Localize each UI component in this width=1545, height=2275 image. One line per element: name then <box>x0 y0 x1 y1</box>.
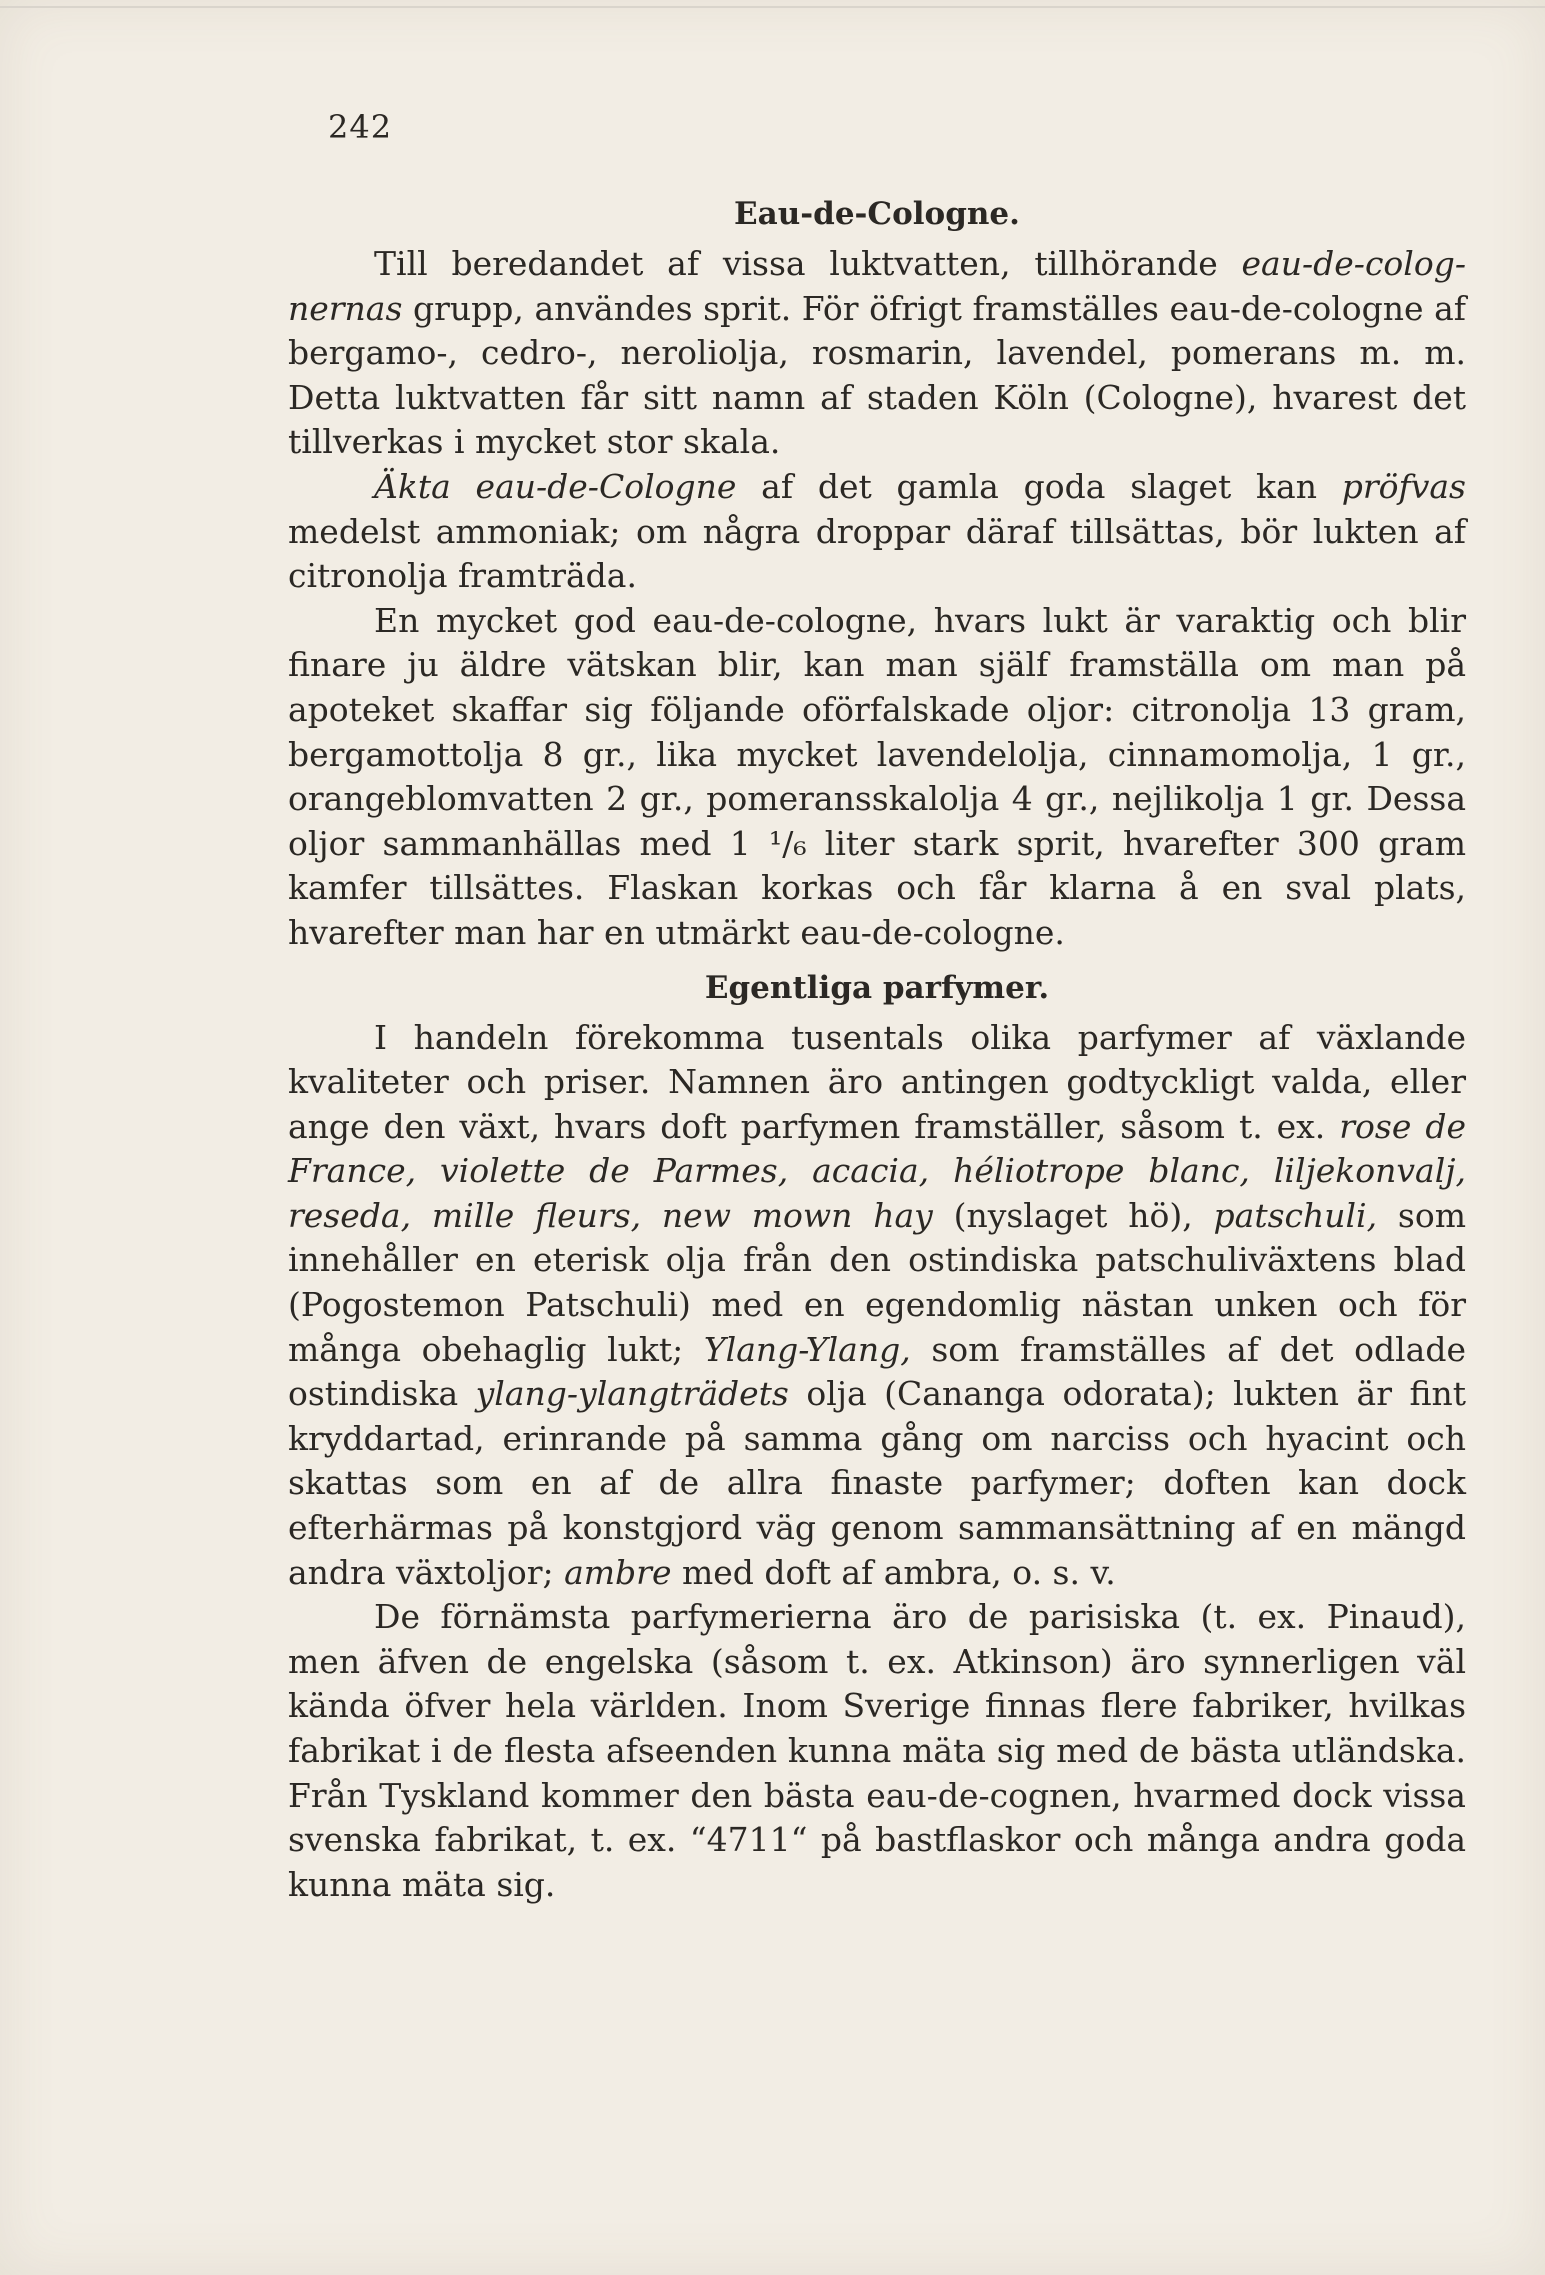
italic-text: pröfvas <box>1341 466 1466 506</box>
text-run: som innehåller en eterisk olja från den ostindiska patschuliväxtens blad (Pogostemon Patschuli) med en egendomlig nästan unken och för många obehaglig lukt; <box>288 1195 1466 1369</box>
paragraph <box>288 599 1466 956</box>
paragraph <box>288 1016 1466 1596</box>
text-run: De förnämsta parfymerierna äro de parisiska (t. ex. Pinaud), men äfven de engelska (såsom t. ex. Atkinson) äro synnerligen väl kända öfver hela världen. Inom Sverige finnas flere fabriker, hvilkas fabrikat i de flesta afseenden kunna mäta sig med de bästa utländska. Från Tyskland kommer den bästa eau-de-cognen, hvarmed dock vissa svenska fabrikat, t. ex. “4711“ på bastflaskor och många andra goda kunna mäta sig. <box>288 1597 1466 1904</box>
text-run: Till beredandet af vissa luktvatten, tillhörande <box>374 244 1242 283</box>
text-run: af det gamla goda slaget kan <box>736 466 1342 506</box>
section-heading: Egentliga parfymer. <box>704 969 1050 1006</box>
page-number: 242 <box>328 108 393 146</box>
italic-text: eau-de-colognernas <box>288 244 1466 328</box>
text-run: En mycket god eau-de-cologne, hvars lukt är varaktig och blir finare ju äldre vätskan blir, kan man själf framställa om man på apoteket skaffar sig följande oförfalskade oljor: citronolja 13 gram, bergamottolja 8 gr., lika mycket lavendelolja, cinnamomolja, 1 gr., orangeblomvatten 2 gr., pomeransskalolja 4 gr., nejlikolja 1 gr. Dessa oljor sammanhällas med 1 ¹/₆ liter stark sprit, hvarefter 300 gram kamfer tillsättes. Flaskan korkas och får klarna å en sval plats, hvarefter man har en utmärkt eau-de-cologne. <box>288 600 1466 952</box>
paragraph <box>288 242 1466 465</box>
paragraph <box>288 465 1466 599</box>
text-run: grupp, användes sprit. För öfrigt framställes eau-de-cologne af bergamo-, cedro-, neroliolja, rosmarin, lavendel, pomerans m. m. Detta luktvatten får sitt namn af staden Köln (Cologne), hvarest det tillverkas i mycket stor skala. <box>288 288 1466 462</box>
text-run: medelst ammoniak; om några droppar däraf tillsättas, bör lukten af citronolja framträda. <box>288 511 1466 596</box>
italic-text: ylang-ylangträdets <box>475 1374 789 1414</box>
text-run: I handeln förekomma tusentals olika parfymer af växlande kvaliteter och priser. Namnen äro antingen godtyckligt valda, eller ange den växt, hvars doft parfymen framställer, såsom t. ex. <box>288 1017 1466 1146</box>
italic-text: ambre <box>564 1552 672 1592</box>
section-heading: Eau-de-Cologne. <box>734 196 1020 232</box>
italic-text: Ylang-Ylang, <box>703 1329 911 1369</box>
italic-text: Äkta eau-de-Cologne <box>374 466 737 506</box>
italic-text: patschuli, <box>1213 1195 1378 1235</box>
text-block <box>288 192 1466 1907</box>
text-run: som framställes af det odlade ostindiska <box>288 1329 1466 1414</box>
text-run: olja (Cananga odorata); lukten är fint kryddartad, erinrande på samma gång om narciss och hyacint och skattas som en af de allra finaste parfymer; doften kan dock efterhärmas på konstgjord väg genom sammansättning af en mängd andra växtoljor; <box>288 1374 1466 1592</box>
page-edge-line <box>0 6 1545 8</box>
paragraph <box>288 1595 1466 1907</box>
italic-text: rose de France, violette de Parmes, acacia, héliotrope blanc, liljekonvalj, reseda, mille fleurs, new mown hay <box>288 1106 1466 1235</box>
text-run: (nyslaget hö), <box>932 1195 1214 1235</box>
text-run: med doft af ambra, o. s. v. <box>671 1552 1116 1592</box>
section-egentliga-parfymer <box>288 966 1466 1908</box>
section-eau-de-cologne <box>288 192 1466 956</box>
